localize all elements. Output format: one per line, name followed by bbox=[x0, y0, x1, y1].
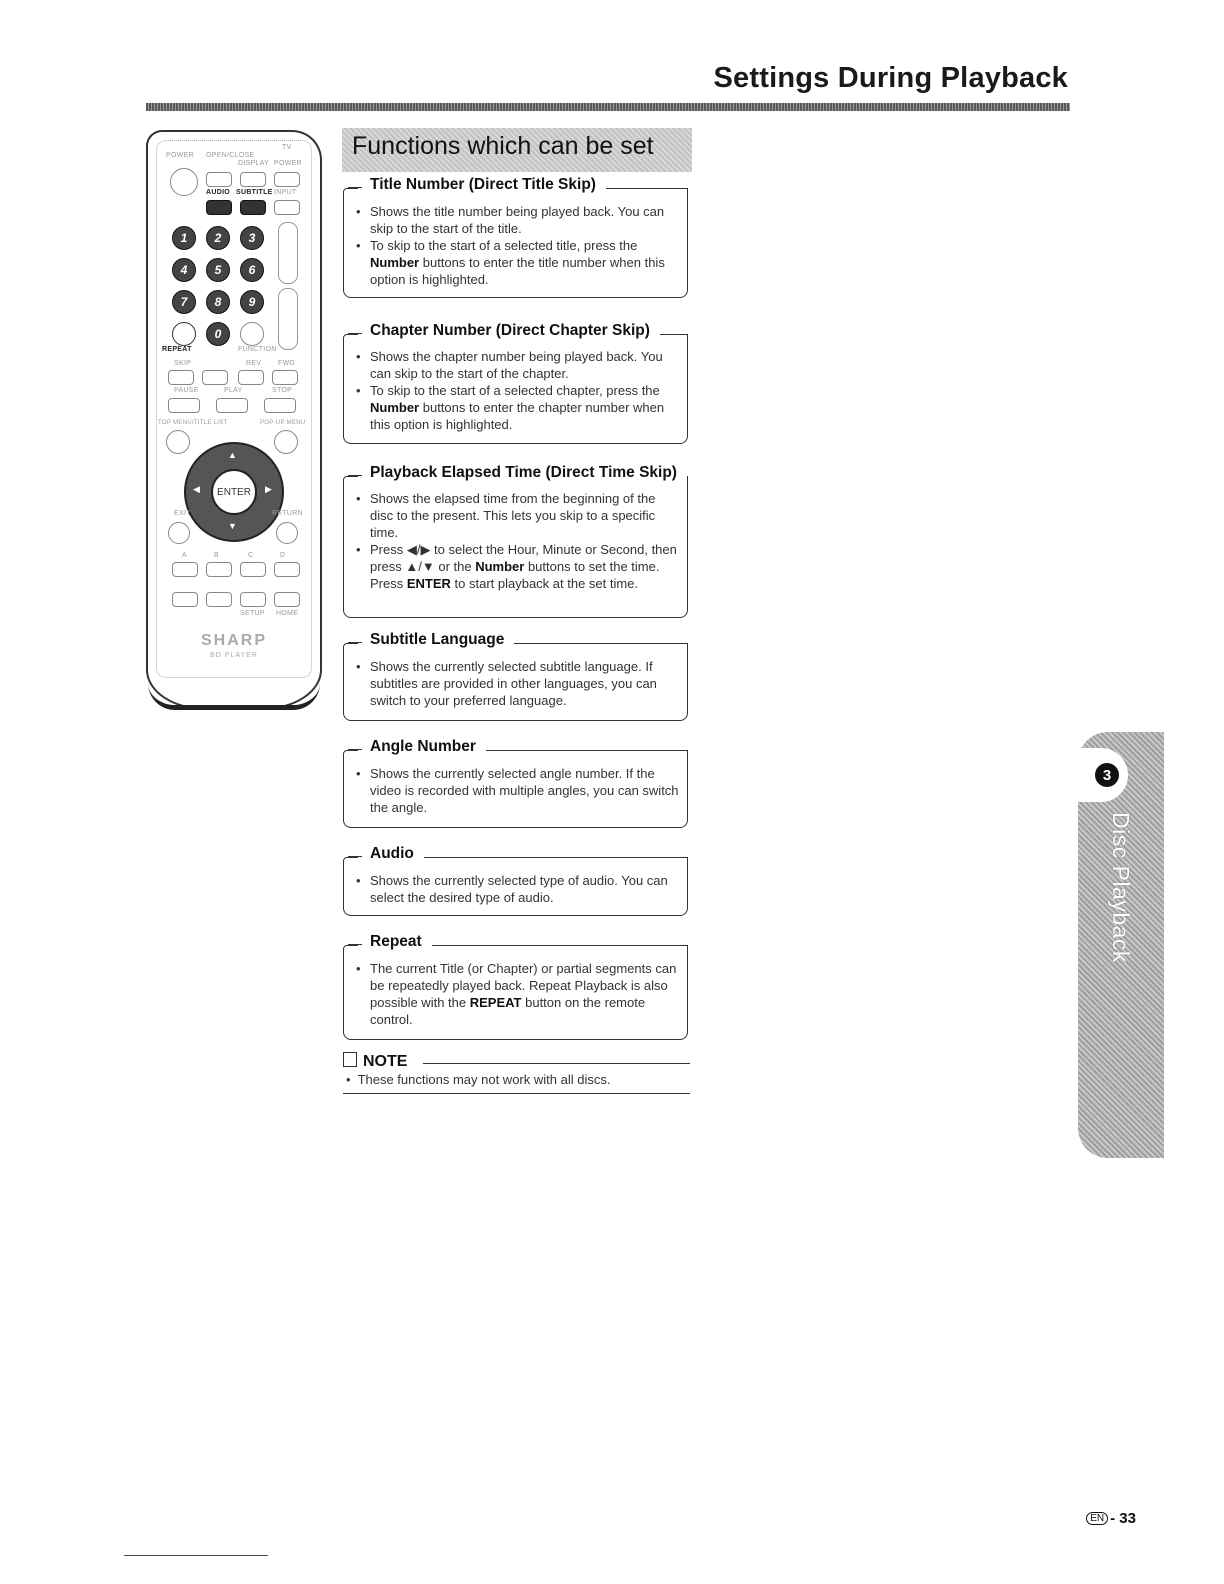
input-label: INPUT bbox=[274, 189, 297, 196]
function-title: Playback Elapsed Time (Direct Time Skip) bbox=[358, 464, 687, 482]
home-label: HOME bbox=[276, 610, 299, 617]
function-button-icon bbox=[240, 322, 264, 346]
audio-button-icon bbox=[206, 200, 232, 215]
remote-control-illustration bbox=[146, 130, 322, 710]
up-arrow-icon: ▲ bbox=[228, 450, 237, 460]
channel-rocker-icon bbox=[278, 288, 298, 350]
number-5-button-icon: 5 bbox=[206, 258, 230, 282]
direction-pad-icon bbox=[184, 442, 284, 542]
function-bullet: • Shows the title number being played back. You can skip to the start of the title. bbox=[344, 203, 687, 237]
power-label: POWER bbox=[166, 152, 194, 159]
function-bullet: • Press ◀/▶ to select the Hour, Minute or Second, then press ▲/▼ or the Number buttons to set the time. Press ENTER to start playback at the set time. bbox=[344, 541, 687, 592]
top-menu-label: TOP MENU/TITLE LIST bbox=[158, 420, 228, 426]
b-label: B bbox=[214, 552, 219, 559]
repeat-label: REPEAT bbox=[162, 346, 192, 353]
function-box-repeat bbox=[343, 933, 688, 1040]
stop-label: STOP bbox=[272, 387, 293, 394]
stop-button-icon bbox=[264, 398, 296, 413]
number-0-button-icon: 0 bbox=[206, 322, 230, 346]
display-label: DISPLAY bbox=[238, 160, 270, 167]
function-title: Audio bbox=[358, 845, 424, 863]
function-bullet: • Shows the chapter number being played back. You can skip to the start of the chapter. bbox=[344, 348, 687, 382]
page-number bbox=[1060, 1510, 1136, 1527]
chapter-tab-label: Disc Playback bbox=[1108, 812, 1134, 963]
function-bullet: • Shows the currently selected angle number. If the video is recorded with multiple angles, you can switch the angle. bbox=[344, 765, 687, 816]
subtitle-button-icon bbox=[240, 200, 266, 215]
note-heading bbox=[343, 1052, 690, 1072]
number-2-button-icon: 2 bbox=[206, 226, 230, 250]
note-icon bbox=[343, 1052, 357, 1067]
section-heading: Functions which can be set bbox=[352, 132, 654, 160]
skip-label: SKIP bbox=[174, 360, 192, 367]
note-rule bbox=[423, 1063, 690, 1064]
number-8-button-icon: 8 bbox=[206, 290, 230, 314]
audio-label: AUDIO bbox=[206, 189, 231, 196]
c-button-icon bbox=[240, 562, 266, 577]
page-title: Settings During Playback bbox=[713, 62, 1068, 94]
function-bullet: • Shows the elapsed time from the beginning of the disc to the present. This lets you skip to a specific time. bbox=[344, 490, 687, 541]
skip-forward-button-icon bbox=[202, 370, 228, 385]
exit-label: EXIT bbox=[174, 510, 191, 517]
subtitle-label: SUBTITLE bbox=[236, 189, 273, 196]
language-badge: EN bbox=[1086, 1512, 1108, 1525]
chapter-side-tab bbox=[1078, 732, 1164, 1158]
input-button-icon bbox=[274, 200, 300, 215]
tv-power-label: POWER bbox=[274, 160, 302, 167]
function-box-subtitle-language bbox=[343, 631, 688, 721]
sharp-logo: SHARP bbox=[200, 632, 267, 649]
pause-button-icon bbox=[168, 398, 200, 413]
repeat-button-icon bbox=[172, 322, 196, 346]
setup-button-icon bbox=[240, 592, 266, 607]
number-9-button-icon: 9 bbox=[240, 290, 264, 314]
tv-label: TV bbox=[282, 144, 292, 151]
pause-label: PAUSE bbox=[174, 387, 199, 394]
b-button-icon bbox=[206, 562, 232, 577]
function-bullet: • To skip to the start of a selected chapter, press the Number buttons to enter the chapter number when this option is highlighted. bbox=[344, 382, 687, 433]
note-bullet: • bbox=[346, 1072, 351, 1087]
extra-button-1-icon bbox=[172, 592, 198, 607]
function-box-audio bbox=[343, 845, 688, 916]
function-title: Angle Number bbox=[358, 738, 486, 756]
function-box-elapsed-time bbox=[343, 464, 688, 618]
bottom-link-underline bbox=[124, 1555, 268, 1556]
number-1-button-icon: 1 bbox=[172, 226, 196, 250]
top-menu-button-icon bbox=[166, 430, 190, 454]
popup-menu-button-icon bbox=[274, 430, 298, 454]
function-box-chapter-number bbox=[343, 322, 688, 444]
chapter-number-badge: 3 bbox=[1095, 763, 1119, 787]
home-button-icon bbox=[274, 592, 300, 607]
function-bullet: • To skip to the start of a selected title, press the Number buttons to enter the title number when this option is highlighted. bbox=[344, 237, 687, 288]
d-button-icon bbox=[274, 562, 300, 577]
a-label: A bbox=[182, 552, 187, 559]
return-label: RETURN bbox=[272, 510, 303, 517]
function-bullet: • Shows the currently selected subtitle language. If subtitles are provided in other languages, you can switch to your preferred language. bbox=[344, 658, 687, 709]
note-text bbox=[343, 1072, 690, 1094]
popup-menu-label: POP-UP MENU bbox=[260, 420, 306, 426]
section-heading-banner bbox=[342, 128, 692, 172]
open-close-label: OPEN/CLOSE bbox=[206, 152, 255, 159]
exit-button-icon bbox=[168, 522, 190, 544]
function-title: Title Number (Direct Title Skip) bbox=[358, 176, 606, 194]
function-bullet: • The current Title (or Chapter) or partial segments can be repeatedly played back. Repeat Playback is also possible with the REPEAT button on the remote control. bbox=[344, 960, 687, 1028]
page-number-text: - 33 bbox=[1110, 1510, 1136, 1527]
bd-player-label: BD PLAYER bbox=[210, 652, 258, 659]
down-arrow-icon: ▼ bbox=[228, 521, 237, 531]
left-arrow-icon: ◀ bbox=[193, 484, 200, 494]
setup-label: SETUP bbox=[240, 610, 265, 617]
return-button-icon bbox=[276, 522, 298, 544]
function-title: Repeat bbox=[358, 933, 432, 951]
tv-power-button-icon bbox=[274, 172, 300, 187]
remote-base bbox=[148, 683, 320, 710]
number-4-button-icon: 4 bbox=[172, 258, 196, 282]
skip-back-button-icon bbox=[168, 370, 194, 385]
function-title: Chapter Number (Direct Chapter Skip) bbox=[358, 322, 660, 340]
fwd-button-icon bbox=[272, 370, 298, 385]
open-close-button-icon bbox=[206, 172, 232, 187]
note-heading-label: NOTE bbox=[363, 1053, 408, 1070]
rev-button-icon bbox=[238, 370, 264, 385]
right-arrow-icon: ▶ bbox=[265, 484, 272, 494]
function-bullet: • Shows the currently selected type of audio. You can select the desired type of audio. bbox=[344, 872, 687, 906]
volume-rocker-icon bbox=[278, 222, 298, 284]
function-title: Subtitle Language bbox=[358, 631, 514, 649]
c-label: C bbox=[248, 552, 254, 559]
title-rule bbox=[146, 103, 1070, 111]
rev-label: REV bbox=[246, 360, 262, 367]
play-label: PLAY bbox=[224, 387, 243, 394]
number-6-button-icon: 6 bbox=[240, 258, 264, 282]
display-button-icon bbox=[240, 172, 266, 187]
enter-button-icon: ENTER bbox=[211, 469, 257, 515]
number-7-button-icon: 7 bbox=[172, 290, 196, 314]
fwd-label: FWD bbox=[278, 360, 295, 367]
function-box-angle-number bbox=[343, 738, 688, 828]
number-3-button-icon: 3 bbox=[240, 226, 264, 250]
play-button-icon bbox=[216, 398, 248, 413]
power-button-icon bbox=[170, 168, 198, 196]
function-label: FUNCTION bbox=[238, 346, 277, 353]
note-text-content: These functions may not work with all discs. bbox=[357, 1072, 611, 1087]
d-label: D bbox=[280, 552, 286, 559]
extra-button-2-icon bbox=[206, 592, 232, 607]
a-button-icon bbox=[172, 562, 198, 577]
function-box-title-number bbox=[343, 176, 688, 298]
